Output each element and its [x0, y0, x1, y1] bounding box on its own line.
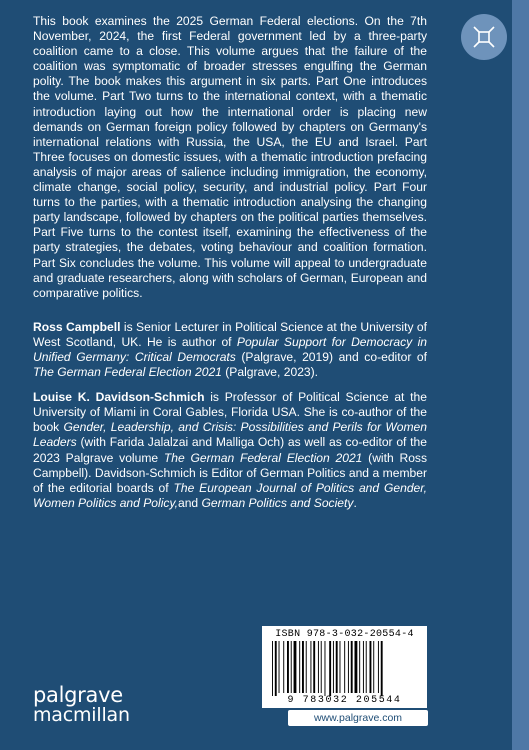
back-cover-text	[33, 14, 427, 521]
book-title: The German Federal Election 2021	[33, 365, 222, 380]
author-bio-davidson-schmich: Louise K. Davidson-Schmich is Professor of Political Science at the University of Miami in Coral Gables, Florida USA. She is co-author of the book Gender, Leadership, and Crisis: Possibilities and Perils for Women Leaders (with Farida Jalalzai and Malliga Och) as well as co-editor of the 2023 Palgrave volume The German Federal Election 2021 (with Ross Campbell). Davidson-Schmich is Editor of German Politics and a member of the editorial boards of The European Journal of Politics and Gender, Women Politics and Policy,and German Politics and Society.	[33, 390, 428, 510]
isbn-barcode-box	[262, 626, 427, 708]
journal-title: The European Journal of Politics and Gender, Women Politics and Policy,	[33, 480, 427, 510]
publisher-website: www.palgrave.com	[288, 710, 428, 726]
side-color-strip	[512, 0, 529, 750]
author-name: Ross Campbell	[33, 319, 121, 334]
book-title: The German Federal Election 2021	[163, 450, 363, 465]
barcode-digits: 9 783032 205544	[287, 695, 402, 706]
author-bio-campbell: Ross Campbell is Senior Lecturer in Political Science at the University of West Scotland, UK. He is author of Popular Support for Democracy in Unified Germany: Critical Democrats (Palgrave, 2019) and co-editor of The German Federal Election 2021 (Palgrave, 2023).	[33, 319, 428, 380]
journal-title: German Politics and Society	[201, 495, 354, 510]
barcode-icon	[270, 641, 420, 696]
publisher-logo	[33, 685, 130, 725]
publisher-name-line2: macmillan	[33, 704, 130, 726]
isbn-number: ISBN 978-3-032-20554-4	[275, 629, 414, 640]
palgrave-logo-icon	[461, 14, 507, 60]
book-description: This book examines the 2025 German Federal elections. On the 7th November, 2024, the first Federal government led by a three-party coalition came to a close. This volume argues that the failure of the coalition was symptomatic of broader stresses engulfing the German polity. The book makes this argument in six parts. Part One introduces the volume. Part Two turns to the international context, with a thematic introduction laying out how the international order is placing new demands on German foreign policy followed by chapters on Germany's international relations with Russia, the USA, the EU and Israel. Part Three focuses on domestic issues, with a thematic introduction prefacing analysis of major areas of salience including immigration, the economy, climate change, social policy, security, and industrial policy. Part Four turns to the parties, with a thematic introduction analysing the changing party landscape, followed by chapters on the political parties themselves. Part Five turns to the contest itself, examining the effectiveness of the party strategies, the debates, voting behaviour and coalition formation. Part Six concludes the volume. This volume will appeal to undergraduate and graduate researchers, along with scholars of German, European and comparative politics.	[33, 14, 427, 300]
book-title: Gender, Leadership, and Crisis: Possibilities and Perils for Women Leaders	[33, 420, 427, 450]
author-name: Louise K. Davidson-Schmich	[33, 390, 205, 405]
book-title: Popular Support for Democracy in Unified Germany: Critical Democrats	[33, 334, 427, 364]
publisher-name-line1: palgrave	[33, 683, 123, 707]
